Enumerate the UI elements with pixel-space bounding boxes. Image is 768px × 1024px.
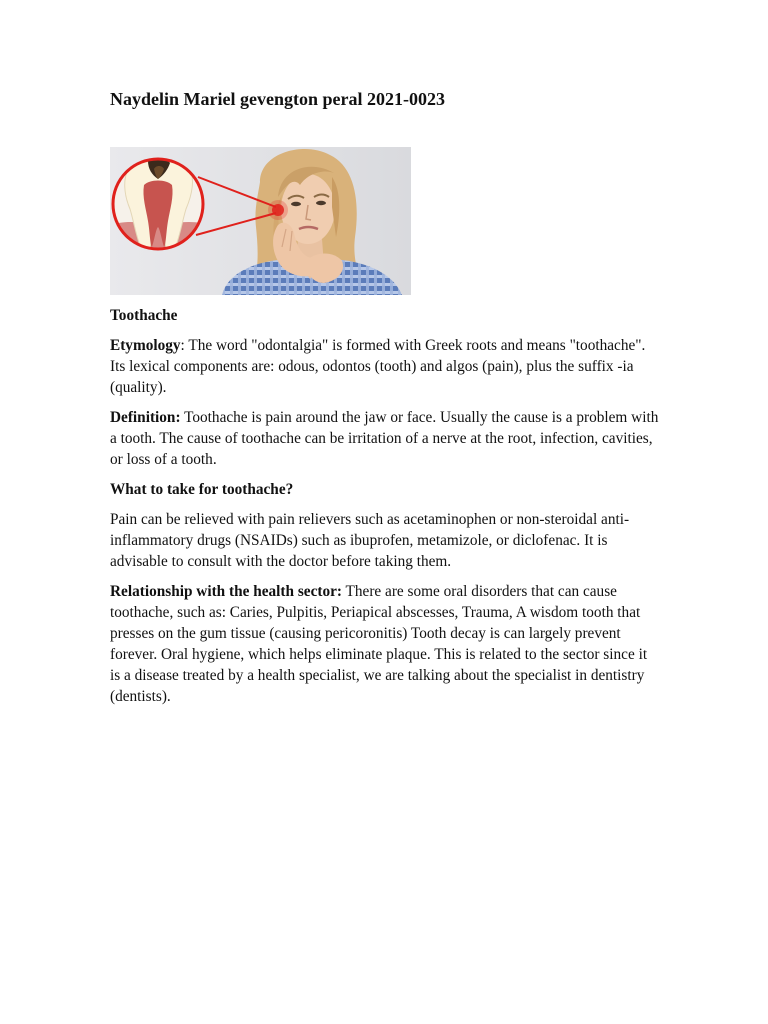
etymology-label: Etymology xyxy=(110,337,181,354)
relationship-text: There are some oral disorders that can cause toothache, such as: Caries, Pulpitis, Periapical abscesses, Trauma, A wisdom tooth that presses on the gum tissue (causing pericoronitis) Tooth decay is can largely prevent forever. Oral hygiene, which helps eliminate plaque. This is related to the sector since it is a disease treated by a health specialist, we are talking about the specialist in dentistry (dentists). xyxy=(110,583,648,705)
heading-what-to-take: What to take for toothache? xyxy=(110,481,294,498)
relationship-paragraph xyxy=(110,581,660,707)
definition-text: Toothache is pain around the jaw or face. Usually the cause is a problem with a tooth. The cause of toothache can be irritation of a nerve at the root, infection, cavities, or loss of a tooth. xyxy=(110,409,659,468)
document-title: Naydelin Mariel gevengton peral 2021-0023 xyxy=(110,89,445,109)
document-body xyxy=(110,305,660,716)
etymology-paragraph xyxy=(110,335,660,398)
definition-paragraph xyxy=(110,407,660,470)
heading-toothache: Toothache xyxy=(110,307,178,324)
pain-relief-paragraph: Pain can be relieved with pain relievers such as acetaminophen or non-steroidal anti-inflammatory drugs (NSAIDs) such as ibuprofen, metamizole, or diclofenac. It is advisable to consult with the doctor before taking them. xyxy=(110,511,630,570)
definition-label: Definition: xyxy=(110,409,181,426)
etymology-text: : The word "odontalgia" is formed with Greek roots and means "toothache". Its lexical components are: odous, odontos (tooth) and algos (pain), plus the suffix -ia (quality). xyxy=(110,337,646,396)
relationship-label: Relationship with the health sector: xyxy=(110,583,342,600)
toothache-illustration-graphic xyxy=(110,147,411,295)
toothache-illustration xyxy=(110,147,411,295)
